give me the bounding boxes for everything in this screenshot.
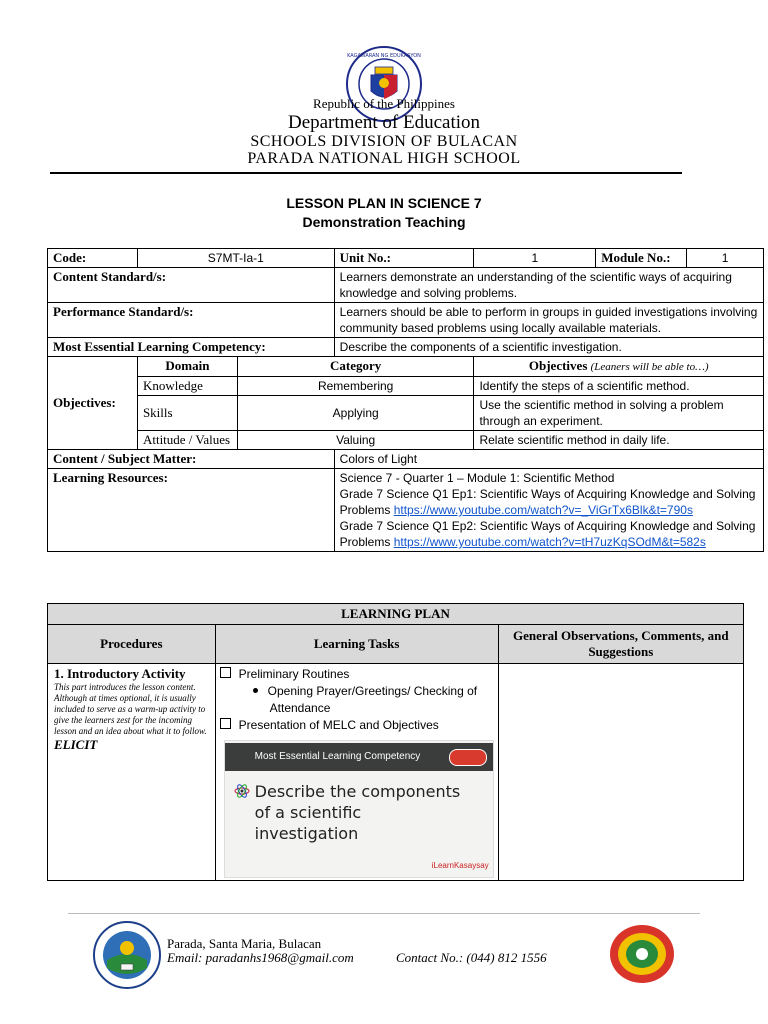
learning-plan-columns-row <box>48 625 744 664</box>
resource-line: Problems https://www.youtube.com/watch?v=_ViGrTx6Blk&t=790s <box>339 503 693 517</box>
objective-row <box>48 377 764 396</box>
title-line-1: LESSON PLAN IN SCIENCE 7 <box>286 195 482 211</box>
checkbox-icon[interactable] <box>220 667 231 678</box>
subject-matter-value: Colors of Light <box>334 450 763 469</box>
melc-label: Most Essential Learning Competency: <box>48 338 335 357</box>
unit-value: 1 <box>474 249 596 268</box>
learning-resources-label: Learning Resources: <box>48 469 335 552</box>
learning-plan-heading: LEARNING PLAN <box>48 604 744 625</box>
observations-header: General Observations, Comments, and Suggestions <box>498 625 743 664</box>
observations-cell <box>498 664 743 881</box>
seal-text: KAGAWARAN NG EDUKASYON <box>347 53 421 59</box>
objectives-label: Objectives: <box>48 357 138 450</box>
republic-line: Republic of the Philippines <box>313 96 455 111</box>
learning-resources-value <box>334 469 763 552</box>
code-label: Code: <box>48 249 138 268</box>
resource-line: Grade 7 Science Q1 Ep1: Scientific Ways of Acquiring Knowledge and Solving <box>339 487 756 501</box>
school-name: PARADA NATIONAL HIGH SCHOOL <box>247 150 521 167</box>
objective-domain: Attitude / Values <box>137 431 237 450</box>
footer-email[interactable]: Email: paradanhs1968@gmail.com <box>167 950 354 965</box>
task-item: Presentation of MELC and Objectives <box>220 717 494 734</box>
performance-standard-label: Performance Standard/s: <box>48 303 335 338</box>
footer-address: Parada, Santa Maria, Bulacan <box>167 936 322 951</box>
objective-text: Relate scientific method in daily life. <box>474 431 764 450</box>
performance-standard-row <box>48 303 764 338</box>
learning-resources-row <box>48 469 764 552</box>
lesson-info-table <box>47 248 764 552</box>
activity-tag: ELICIT <box>54 737 98 752</box>
category-header: Category <box>237 357 474 377</box>
content-standard-label: Content Standard/s: <box>48 268 335 303</box>
objective-category: Applying <box>237 396 474 431</box>
activity-description: This part introduces the lesson content. Although at times optional, it is usually included to serve as a warm-up activity to give the learners zest for the incoming lesson and an idea about what it to follow. <box>54 682 207 736</box>
melc-row <box>48 338 764 357</box>
subject-matter-label: Content / Subject Matter: <box>48 450 335 469</box>
department-name: Department of Education <box>287 112 481 133</box>
division-name: SCHOOLS DIVISION OF BULACAN <box>250 133 518 150</box>
content-standard-value: Learners demonstrate an understanding of the scientific ways of acquiring knowledge and solving problems. <box>334 268 763 303</box>
resource-line: Grade 7 Science Q1 Ep2: Scientific Ways of Acquiring Knowledge and Solving <box>339 519 756 533</box>
melc-slide-text: Describe the components of a scientific investigation <box>254 782 461 843</box>
procedures-header: Procedures <box>48 625 216 664</box>
melc-slide-bar: Most Essential Learning Competency <box>225 743 493 771</box>
header-divider <box>50 172 682 174</box>
objective-row <box>48 396 764 431</box>
youtube-link-1[interactable]: https://www.youtube.com/watch?v=_ViGrTx6Blk&t=790s <box>393 503 693 517</box>
task-subitem: Opening Prayer/Greetings/ Checking of Attendance <box>220 683 494 717</box>
code-row <box>48 249 764 268</box>
introductory-activity-row <box>48 664 744 881</box>
subject-matter-row <box>48 450 764 469</box>
objective-text: Use the scientific method in solving a problem through an experiment. <box>474 396 764 431</box>
objective-category: Remembering <box>237 377 474 396</box>
domain-header: Domain <box>137 357 237 377</box>
title-line-2: Demonstration Teaching <box>302 214 466 230</box>
objective-domain: Skills <box>137 396 237 431</box>
activity-title: 1. Introductory Activity <box>54 666 186 681</box>
division-seal-logo <box>608 924 676 984</box>
module-value: 1 <box>721 251 729 265</box>
objective-category: Valuing <box>237 431 474 450</box>
youtube-link-2[interactable]: https://www.youtube.com/watch?v=tH7uzKqSOdM&t=582s <box>393 535 706 549</box>
footer-contact: Contact No.: (044) 812 1556 <box>396 950 547 965</box>
learning-plan-heading-row <box>48 604 744 625</box>
objective-text: Identify the steps of a scientific method. <box>474 377 764 396</box>
unit-label: Unit No.: <box>334 249 474 268</box>
procedure-cell <box>48 664 216 881</box>
task-item: Preliminary Routines <box>220 666 494 683</box>
module-label: Module No.: <box>596 249 687 267</box>
module-cell <box>596 249 764 268</box>
resource-line: Science 7 - Quarter 1 – Module 1: Scientific Method <box>339 471 615 485</box>
code-value: S7MT-Ia-1 <box>137 249 334 268</box>
objectives-header-note: (Leaners will be able to…) <box>590 361 709 373</box>
objectives-header: Objectives (Leaners will be able to…) <box>474 357 764 377</box>
tasks-cell <box>215 664 498 881</box>
slide-logo-icon <box>449 749 487 766</box>
bullet-icon <box>253 688 258 693</box>
melc-value: Describe the components of a scientific investigation. <box>334 338 763 357</box>
resource-line: Problems https://www.youtube.com/watch?v=tH7uzKqSOdM&t=582s <box>339 535 706 549</box>
objective-row <box>48 431 764 450</box>
learning-tasks-header: Learning Tasks <box>215 625 498 664</box>
objectives-header-row <box>48 357 764 377</box>
slide-brand: iLearnKasaysay <box>431 861 489 870</box>
objective-domain: Knowledge <box>137 377 237 396</box>
school-seal-logo <box>92 920 162 990</box>
learning-plan-table <box>47 603 744 881</box>
checkbox-icon[interactable] <box>220 718 231 729</box>
lesson-plan-title <box>0 194 768 232</box>
atom-icon <box>234 783 250 799</box>
content-standard-row <box>48 268 764 303</box>
performance-standard-value: Learners should be able to perform in groups in guided investigations involving community based problems using locally available materials. <box>334 303 763 338</box>
melc-slide-image <box>224 740 494 878</box>
footer-divider <box>68 913 700 914</box>
